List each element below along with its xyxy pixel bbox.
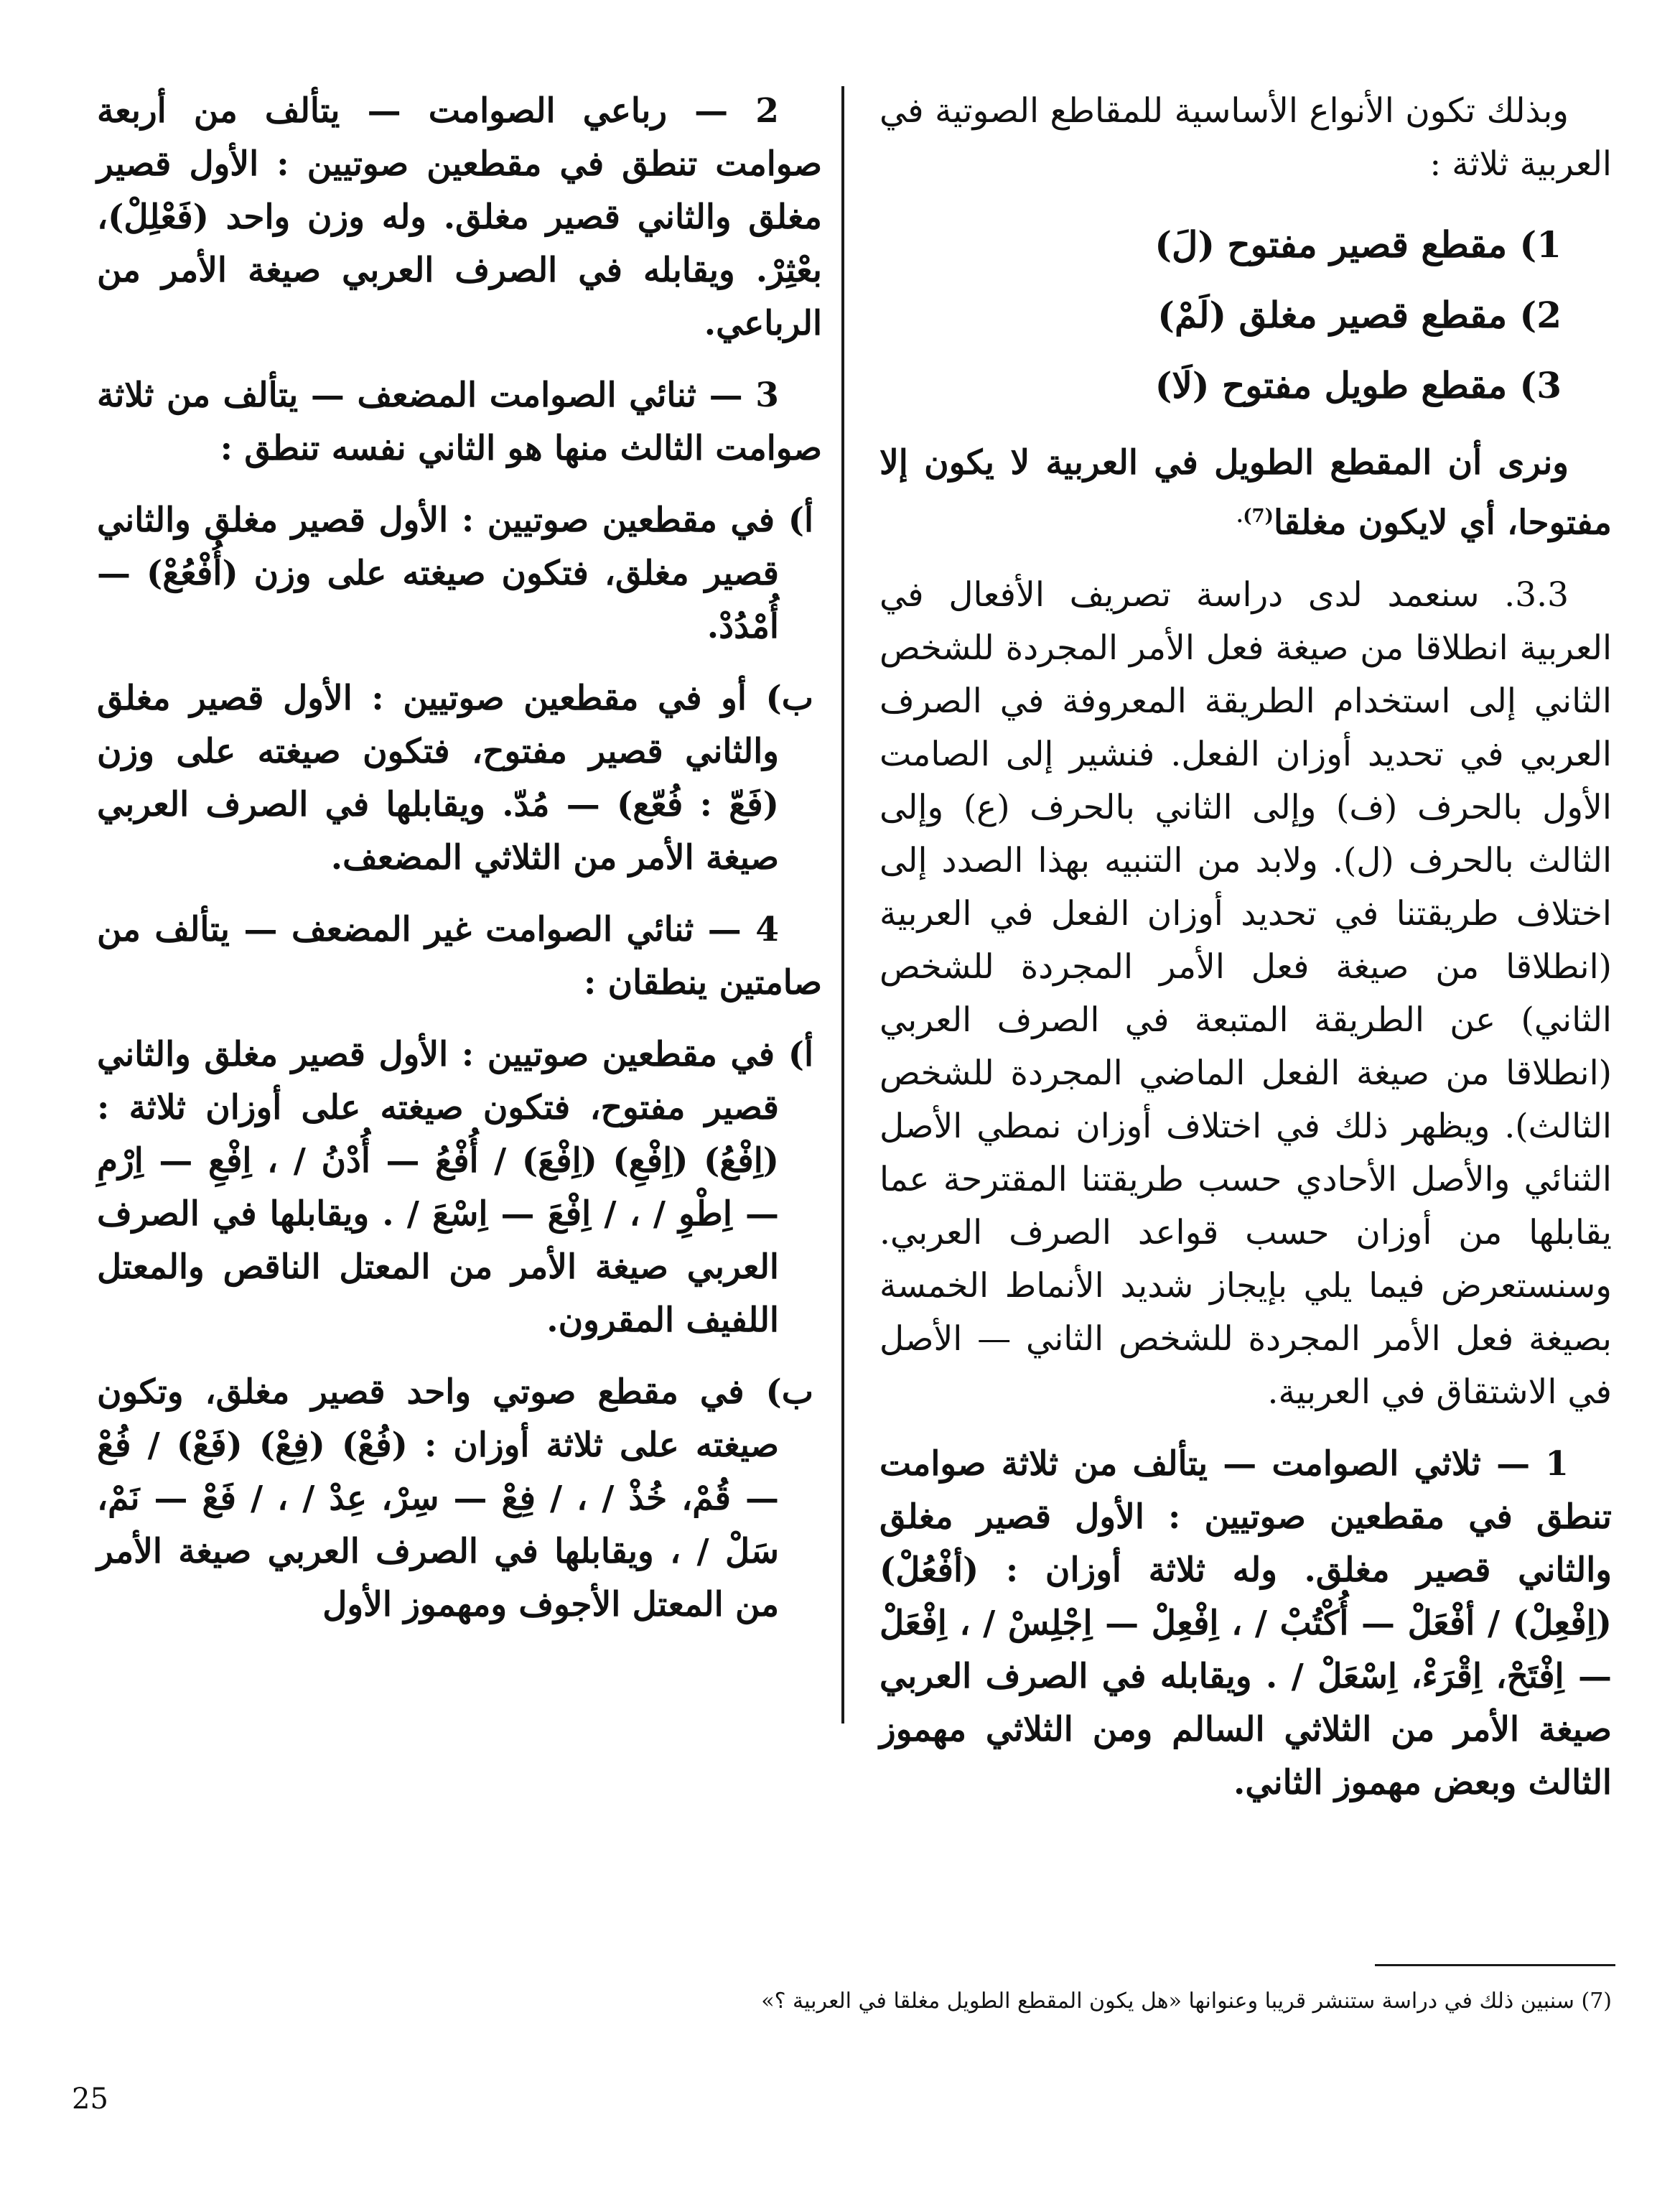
type-3-paragraph: 3 — ثنائي الصوامت المضعف — يتألف من ثلاثة صوامت الثالث منها هو الثاني نفسه تنطق :: [97, 376, 822, 468]
type-2-paragraph: 2 — رباعي الصوامت — يتألف من أربعة صوامت تنطق في مقطعين صوتيين : الأول قصير مغلق والثاني قصير مغلق. وله وزن واحد (فَعْلِلْ)، بعْثِرْ. ويقابله في الصرف العربي صيغة الأمر من الرباعي.: [97, 91, 822, 343]
column-divider: [841, 86, 844, 1724]
long-syllable-text: ونرى أن المقطع الطويل في العربية لا يكون إلا مفتوحا، أي لايكون مغلقا: [879, 443, 1612, 543]
long-syllable-paragraph: [879, 437, 1612, 550]
footnote: (7) سنبين ذلك في دراسة ستنشر قريبا وعنوانها «هل يكون المقطع الطويل مغلقا في العربية ؟»: [761, 1988, 1612, 2014]
page-number: 25: [72, 2083, 108, 2116]
syllable-type-item: 1) مقطع قصير مفتوح (لَ): [1154, 223, 1562, 266]
type-4-a: أ) في مقطعين صوتيين : الأول قصير مغلق والثاني قصير مفتوح، فتكون صيغته على أوزان ثلاثة : (اِفْعُ) (اِفْعِ) (اِفْعَ) / أُفْعُ — أُدْنُ / ، اِفْعِ — اِرْمِ — اِطْوِ / ، / اِفْعَ — اِسْعَ / . ويقابلها في الصرف العربي صيغة الأمر من المعتل الناقص والمعتل اللفيف المقرون.: [97, 1035, 813, 1340]
footnote-rule: [1375, 1964, 1615, 1966]
intro-paragraph: وبذلك تكون الأنواع الأساسية للمقاطع الصوتية في العربية ثلاثة :: [879, 91, 1612, 184]
type-4-b: ب) في مقطع صوتي واحد قصير مغلق، وتكون صيغته على ثلاثة أوزان : (فُعْ) (فِعْ) (فَعْ) / فُعْ — قُمْ، خُذْ / ، / فِعْ — سِرْ، عِدْ / ، / فَعْ — نَمْ، سَلْ / ، ويقابلها في الصرف العربي صيغة الأمر من المعتل الأجوف ومهموز الأول: [97, 1372, 813, 1624]
footnote-ref: (7).: [1236, 506, 1274, 527]
type-3-a: أ) في مقطعين صوتيين : الأول قصير مغلق والثاني قصير مغلق، فتكون صيغته على وزن (أُفْعُعْ) — أُمْدُدْ.: [97, 501, 813, 646]
left-column: [97, 85, 822, 1643]
type-4-paragraph: 4 — ثنائي الصوامت غير المضعف — يتألف من صامتين ينطقان :: [97, 910, 822, 1003]
right-column: [879, 85, 1612, 1802]
syllable-type-item: 2) مقطع قصير مغلق (لَمْ): [1157, 294, 1562, 336]
type-3-b: ب) أو في مقطعين صوتيين : الأول قصير مغلق والثاني قصير مفتوح، فتكون صيغته على وزن (فَعّ : فُعّع) — مُدّ. ويقابلها في الصرف العربي صيغة الأمر من الثلاثي المضعف.: [97, 679, 813, 878]
syllable-types-list: [879, 210, 1612, 421]
syllable-type-item: 3) مقطع طويل مفتوح (لَا): [1154, 364, 1562, 406]
section-3-3: 3.3. سنعمد لدى دراسة تصريف الأفعال في العربية انطلاقا من صيغة فعل الأمر المجردة للشخص الثاني إلى استخدام الطريقة المعروفة في الصرف العربي في تحديد أوزان الفعل. فنشير إلى الصامت الأول بالحرف (ف) وإلى الثاني بالحرف (ع) وإلى الثالث بالحرف (ل). ولابد من التنبيه بهذا الصدد إلى اختلاف طريقتنا في تحديد أوزان الفعل في العربية (انطلاقا من صيغة فعل الأمر المجردة للشخص الثاني) عن الطريقة المتبعة في الصرف العربي (انطلاقا من صيغة الفعل الماضي المجردة للشخص الثالث). ويظهر ذلك في اختلاف أوزان نمطي الأصل الثنائي والأصل الأحادي حسب طريقتنا المقترحة عما يقابلها من أوزان حسب قواعد الصرف العربي. وسنستعرض فيما يلي بإيجاز شديد الأنماط الخمسة بصيغة فعل الأمر المجردة للشخص الثاني — الأصل في الاشتقاق في العربية.: [879, 575, 1612, 1412]
type-1-paragraph: 1 — ثلاثي الصوامت — يتألف من ثلاثة صوامت تنطق في مقطعين صوتيين : الأول قصير مغلق والثاني قصير مغلق. وله ثلاثة أوزان : (أفْعُلْ) (اِفْعِلْ) / أفْعَلْ — أُكْتُبْ / ، اِفْعِلْ — اِجْلِسْ / ، اِفْعَلْ — اِفْتَحْ، اِقْرَءْ، اِسْعَلْ / . ويقابله في الصرف العربي صيغة الأمر من الثلاثي السالم ومن الثلاثي مهموز الثالث وبعض مهموز الثاني.: [879, 1443, 1612, 1802]
